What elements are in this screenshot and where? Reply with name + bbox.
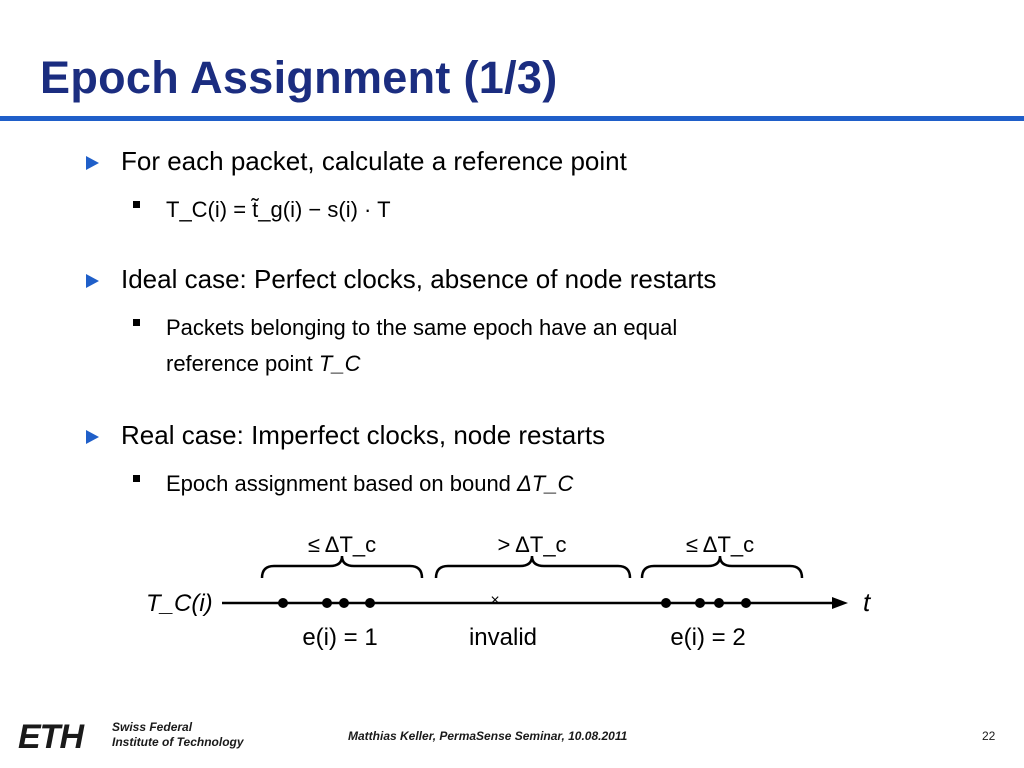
arrowhead-icon (832, 597, 848, 609)
subbullet-line1: Packets belonging to the same epoch have an equal (166, 315, 678, 340)
epoch-timeline-diagram (0, 520, 1024, 670)
square-bullet-icon (133, 475, 140, 482)
packet-point (661, 598, 671, 608)
axis-label-t: t (863, 587, 871, 617)
slide-title: Epoch Assignment (1/3) (40, 52, 558, 103)
subbullet-line2: reference point (166, 351, 313, 376)
square-bullet-icon (133, 319, 140, 326)
arrow-bullet-icon (86, 430, 99, 444)
arrow-bullet-icon (86, 274, 99, 288)
packet-point (278, 598, 288, 608)
brace-2 (436, 556, 630, 578)
packet-point (365, 598, 375, 608)
packet-point (339, 598, 349, 608)
packet-point (741, 598, 751, 608)
subbullet-bound-text: Epoch assignment based on bound (166, 471, 511, 496)
brace-3 (642, 556, 802, 578)
segment-label-epoch-1: e(i) = 1 (302, 624, 378, 651)
square-bullet-icon (133, 201, 140, 208)
brace-label-2: > ΔT_c (497, 532, 567, 557)
packet-point (322, 598, 332, 608)
invalid-packet-marker: × (490, 592, 500, 609)
brace-label-3: ≤ ΔT_c (685, 532, 755, 557)
packet-point (714, 598, 724, 608)
eth-logo: ETH (18, 718, 83, 756)
footer-author-event: Matthias Keller, PermaSense Seminar, 10.08.2011 (348, 729, 628, 743)
arrow-bullet-icon (86, 156, 99, 170)
page-number: 22 (982, 729, 996, 743)
segment-label-invalid: invalid (468, 624, 538, 651)
brace-1 (262, 556, 422, 578)
segment-label-epoch-2: e(i) = 2 (670, 624, 746, 651)
packet-point (695, 598, 705, 608)
math-delta-tc: ΔT_C (517, 471, 574, 496)
formula: T_C(i) = t̃_g(i) − s(i) · T (166, 197, 391, 222)
axis-label-tc: T_C(i) (146, 590, 213, 617)
brace-label-1: ≤ ΔT_c (307, 532, 377, 557)
institution-name: Swiss Federal Institute of Technology (112, 720, 244, 749)
math-tc: T_C (318, 351, 361, 376)
title-underline (0, 116, 1024, 121)
